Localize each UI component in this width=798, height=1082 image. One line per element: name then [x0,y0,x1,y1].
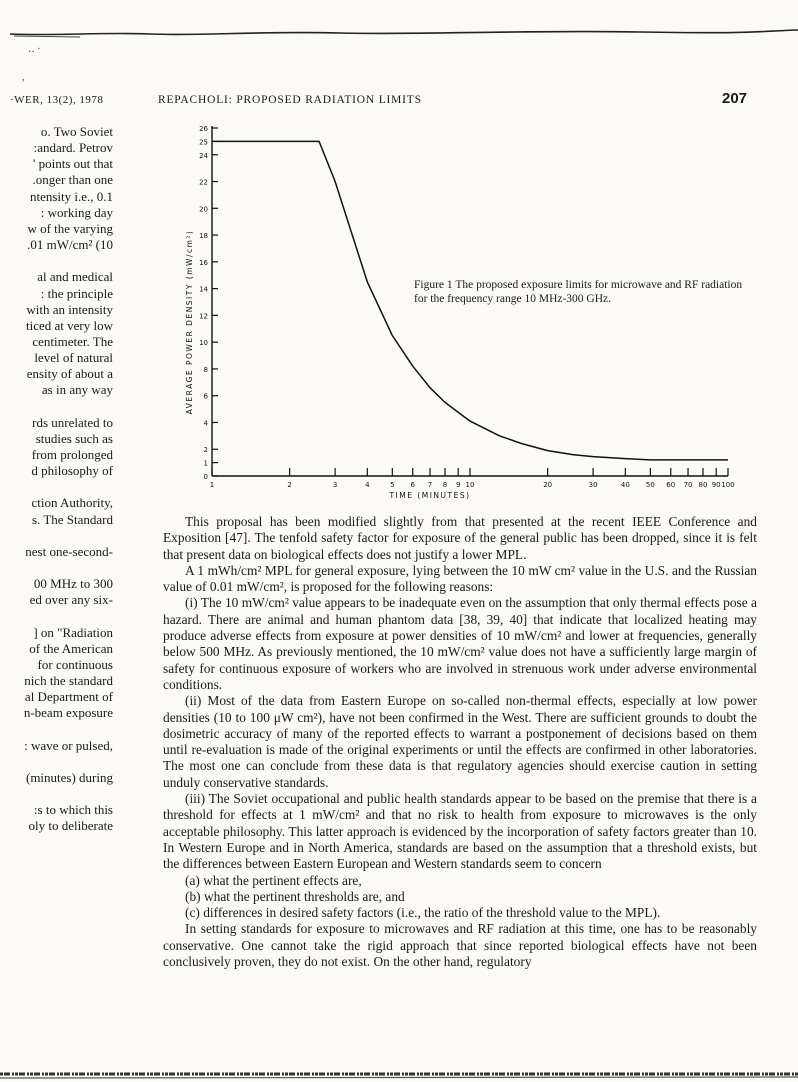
x-tick-label: 2 [287,481,292,489]
left-column-text: n-beam exposure [23,705,113,721]
left-column-text: for continuous [37,656,113,672]
y-tick-label: 6 [203,392,208,401]
x-tick-label: 3 [332,481,338,489]
y-tick-label: 18 [199,232,208,241]
x-tick-label: 90 [711,481,721,489]
left-column-text: : the principle [40,285,113,301]
paragraph: This proposal has been modified slightly from that presented at the recent IEEE Conference and Exposition [47]. The tenfold safety factor for exposure of the general public has been dropped, since it is felt that present data on biological effects does not justify a lower MPL. [163,514,757,562]
figure-caption: Figure 1 The proposed exposure limits for microwave and RF radiation for the frequency range 10 MHz-300 GHz. [414,279,743,305]
left-column-text: :andard. Petrov [33,140,113,156]
x-tick-label: 10 [465,481,475,489]
x-tick-label: 8 [442,481,448,489]
figure-1 [168,118,758,508]
left-column-text: level of natural [34,350,113,366]
left-column-text: al Department of [24,689,113,705]
left-column-text: o. Two Soviet [40,124,113,139]
left-column-line [0,463,113,483]
scan-edge-top [0,28,798,38]
y-tick-label: 14 [199,285,208,294]
x-tick-label: 40 [620,481,630,489]
x-tick-label: 100 [721,481,735,489]
y-tick-label: 24 [199,151,208,160]
y-tick-label: 8 [203,365,208,374]
scan-speck: , [22,72,25,83]
x-tick-label: 1 [209,481,215,489]
paragraph: (iii) The Soviet occupational and public health standards appear to be based on the premise that there is a threshold for effects at 1 mW/cm² and that no risk to health from exposure to microwaves is the only acceptable philosophy. This latter approach is evidenced by the incorporation of safety factors greater than 10. In Western Europe and in North America, standards are based on the assumption that a threshold exists, but the differences between Eastern European and Western standards seem to concern [163,791,757,872]
left-column-line [0,705,113,725]
criteria-list [163,873,757,922]
left-column-text: oly to deliberate [28,818,113,834]
list-item: (a) what the pertinent effects are, [185,872,362,888]
x-tick-label: 80 [698,481,708,489]
scan-edge-bottom [0,1068,798,1082]
y-tick-label: 10 [199,339,208,348]
left-column-line [0,237,113,257]
y-tick-label: 1 [203,459,208,468]
x-tick-label: 60 [666,481,676,489]
y-tick-label: 16 [199,258,208,267]
left-column-line [0,512,113,532]
left-column-text: : working day [40,204,113,220]
left-column-line [0,818,113,838]
left-column-text: ed over any six- [29,592,113,608]
left-column-line [0,770,113,790]
y-tick-label: 12 [199,312,208,321]
x-tick-label: 6 [410,481,415,489]
body-text [163,514,757,970]
y-tick-label: 26 [199,125,208,133]
left-column-text: studies such as [35,430,113,446]
x-tick-label: 7 [427,481,433,489]
scan-speck: ‥ · [28,44,41,55]
journal-fragment: ·WER, 13(2), 1978 [10,94,104,106]
left-column-line [0,382,113,402]
left-column-text: ] on "Radiation [33,624,113,640]
left-column-text: with an intensity [26,301,113,317]
left-column-text: .onger than one [32,172,113,188]
list-item: (c) differences in desired safety factors (i.e., the ratio of the threshold value to the MPL). [185,905,661,921]
list-item: (b) what the pertinent thresholds are, and [185,888,405,904]
left-column-text: ' points out that [33,156,113,172]
paragraph: (i) The 10 mW/cm² value appears to be inadequate even on the assumption that only thermal effects pose a hazard. There are animal and human phantom data [38, 39, 40] that indicate that localized heating may produce adverse effects from exposure at power densities of 10 mW/cm² and lower at frequencies, generally below 500 MHz. As previously mentioned, the 10 mW/cm² value does not have a sufficiently large margin of safety for continuous exposure of workers who are involved in strenuous work under adverse environmental conditions. [163,595,757,692]
left-column-text: al and medical [37,269,113,285]
paragraph: A 1 mWh/cm² MPL for general exposure, lying between the 10 mW cm² value in the U.S. and the Russian value of 0.01 mW/cm², is proposed for the following reasons: [163,562,757,595]
left-column-text: ction Authority, [31,495,113,511]
left-column-text: nest one-second- [25,543,113,559]
exposure-limit-chart [168,118,758,508]
left-column-text: :s to which this [33,802,113,818]
x-tick-label: 9 [455,481,461,489]
left-column-text: ntensity i.e., 0.1 [29,188,113,204]
left-column-text: .01 mW/cm² (10 [27,237,113,253]
left-column-text: ticed at very low [26,317,113,333]
x-tick-label: 70 [683,481,693,489]
x-tick-label: 20 [543,481,553,489]
left-column-text: w of the varying [27,220,113,236]
left-column-line [0,592,113,612]
left-column-text: d philosophy of [31,463,113,479]
paragraph: In setting standards for exposure to microwaves and RF radiation at this time, one has to be reasonably conservative. One cannot take the rigid approach that since reported biological effects have not been conclusively proven, they do not exist. On the other hand, regulatory [163,921,757,970]
left-column-line [0,544,113,564]
x-axis-title: TIME (MINUTES) [389,491,471,500]
y-tick-label: 25 [199,138,208,147]
x-tick-label: 4 [365,481,370,489]
x-tick-label: 30 [588,481,598,489]
x-tick-label: 50 [645,481,655,489]
left-column-text: of the American [29,640,113,656]
y-tick-label: 4 [203,419,208,428]
left-column-text: 00 MHz to 300 [33,576,113,592]
y-tick-label: 2 [203,446,208,455]
left-column-text: as in any way [41,382,113,398]
running-title: REPACHOLI: PROPOSED RADIATION LIMITS [158,94,422,106]
left-column-text: s. The Standard [32,511,113,527]
page-number: 207 [722,90,748,107]
left-column-text: from prolonged [31,447,113,462]
left-column-text: centimeter. The [32,333,113,349]
y-axis-title: AVERAGE POWER DENSITY (mW/cm²) [185,229,194,415]
left-column-text: ensity of about a [26,366,113,382]
y-tick-label: 0 [203,473,208,481]
left-column-text: : wave or pulsed, [24,737,113,753]
left-column-text: (minutes) during [25,770,113,785]
left-column-text: nich the standard [24,673,113,689]
y-tick-label: 20 [199,205,208,214]
x-tick-label: 5 [390,481,395,489]
left-column-text: rds unrelated to [32,414,113,430]
paragraph: (ii) Most of the data from Eastern Europe on so-called non-thermal effects, especially at low power densities (10 to 100 μW cm²), have not been confirmed in the West. There are sufficient grounds to doubt the dosimetric accuracy of many of the reported effects to warrant a postponement of decisions based on them until re-evaluation is made of the original experiments or until the effects are confirmed in other laboratories. The most one can conclude from these data is that regulatory agencies should exercise caution in setting unduly conservative standards. [163,693,757,790]
left-column-line [0,738,113,758]
y-tick-label: 22 [199,178,208,187]
running-head [0,92,798,110]
